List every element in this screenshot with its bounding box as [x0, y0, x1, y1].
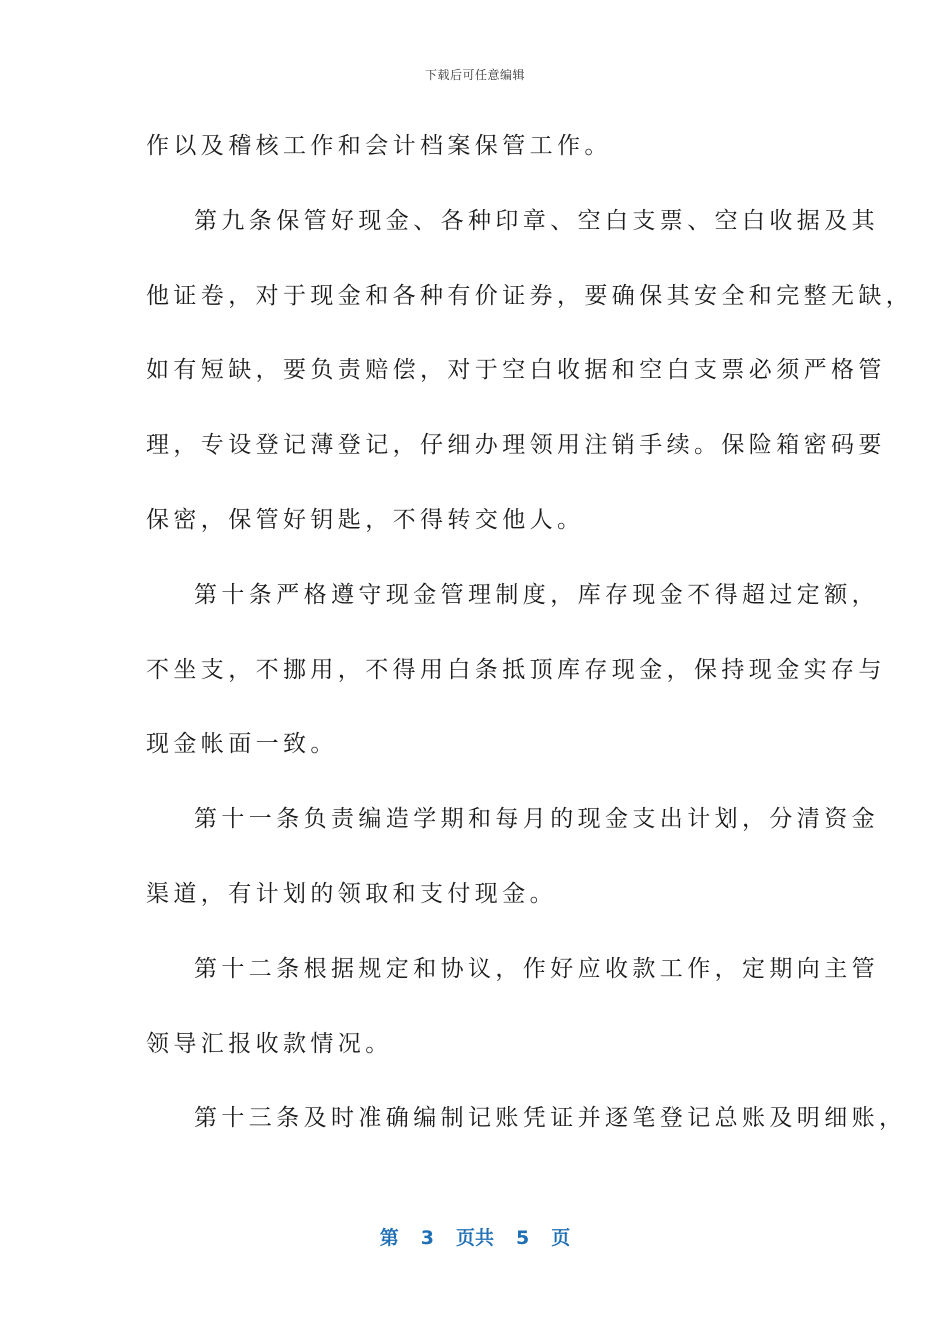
text-line: 如有短缺，要负责赔偿，对于空白收据和空白支票必须严格管 — [146, 357, 886, 384]
footer-middle: 页共 — [455, 1227, 494, 1249]
page-header: 下载后可任意编辑 — [424, 68, 525, 82]
text-line: 理，专设登记薄登记，仔细办理领用注销手续。保险箱密码要 — [146, 432, 886, 459]
text-line: 领导汇报收款情况。 — [146, 1030, 393, 1057]
footer-current-page: 3 — [420, 1227, 434, 1249]
text-line: 现金帐面一致。 — [146, 731, 338, 758]
paragraph-article-11: 第十一条负责编造学期和每月的现金支出计划，分清资金 — [194, 806, 879, 833]
paragraph-article-10: 第十条严格遵守现金管理制度，库存现金不得超过定额， — [194, 581, 879, 608]
footer-prefix: 第 — [379, 1227, 399, 1249]
paragraph-article-13: 第十三条及时准确编制记账凭证并逐笔登记总账及明细账， — [194, 1105, 907, 1132]
document-body — [146, 116, 914, 1163]
paragraph-article-9: 第九条保管好现金、各种印章、空白支票、空白收据及其 — [194, 207, 879, 234]
text-line: 作以及稽核工作和会计档案保管工作。 — [146, 133, 612, 159]
text-line: 他证卷，对于现金和各种有价证券，要确保其安全和完整无缺， — [146, 282, 914, 309]
footer-total-pages: 5 — [516, 1227, 530, 1249]
footer-suffix: 页 — [551, 1227, 571, 1249]
text-line: 不坐支，不挪用，不得用白条抵顶库存现金，保持现金实存与 — [146, 656, 886, 683]
page-footer — [0, 1223, 950, 1250]
text-line: 保密，保管好钥匙，不得转交他人。 — [146, 506, 585, 533]
text-line: 渠道，有计划的领取和支付现金。 — [146, 880, 557, 907]
paragraph-article-12: 第十二条根据规定和协议，作好应收款工作，定期向主管 — [194, 955, 879, 982]
